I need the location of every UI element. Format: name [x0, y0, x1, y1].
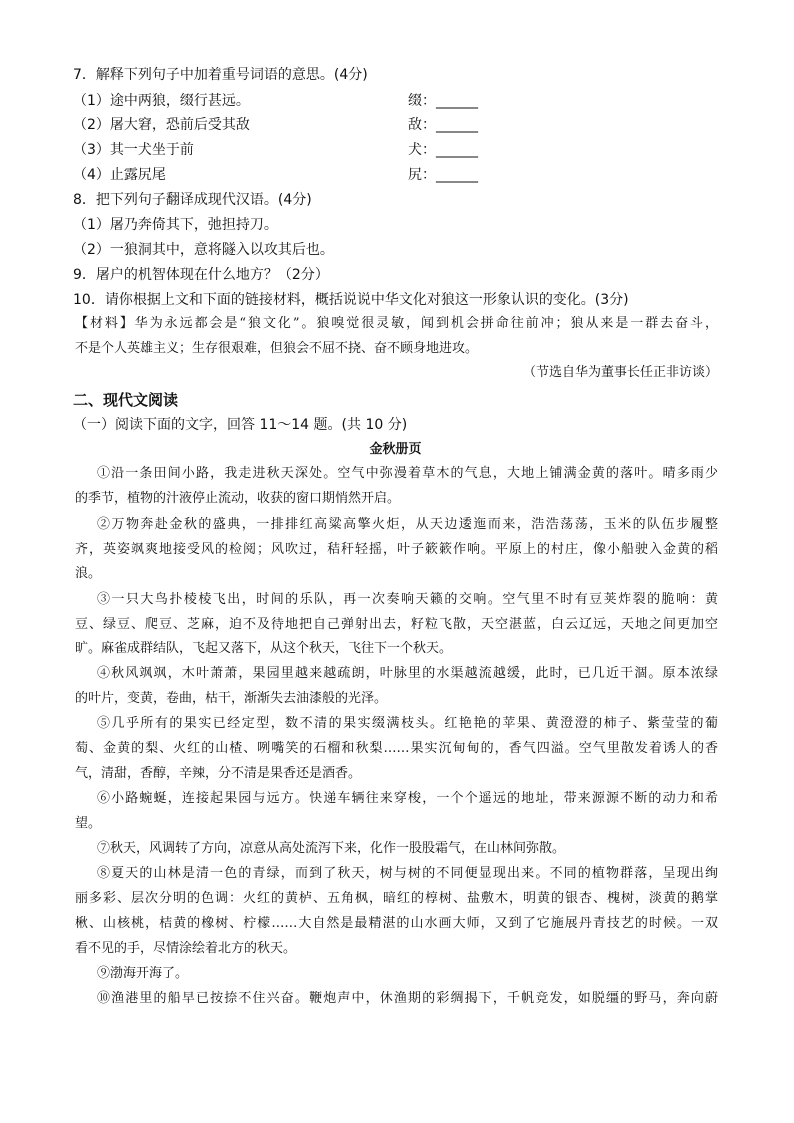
- question-7-item-3: （3）其一犬坐于前: [73, 142, 194, 158]
- question-7-blank-1[interactable]: 缀：______: [408, 93, 478, 109]
- article-line: 楸、山核桃，桔黄的橡树、柠檬……大自然是最精湛的山水画大师，又到了它施展丹青技艺的时候。一双: [75, 916, 718, 931]
- question-8-item-1: （1）屠乃奔倚其下，弛担持刀。: [73, 217, 278, 233]
- question-7-blank-4[interactable]: 尻：______: [408, 167, 478, 183]
- question-8-title: 8．把下列句子翻译成现代汉语。(4分): [73, 192, 312, 208]
- article-line: 浪。: [75, 566, 102, 581]
- article-line: ⑩渔港里的船早已按捺不住兴奋。鞭炮声中，休渔期的彩绸揭下，千帆竞发，如脱缰的野马，奔向蔚: [97, 991, 718, 1006]
- material-text-line-2: 不是个人英雄主义；生存很艰难，但狼会不屈不挠、奋不顾身地进攻。: [75, 341, 479, 356]
- question-7-item-2: （2）屠大窘，恐前后受其敌: [73, 117, 250, 133]
- article-line: 的季节，植物的汁液停止流动，收获的窗口期悄然开启。: [75, 491, 401, 506]
- question-7-blank-3[interactable]: 犬：______: [408, 142, 478, 158]
- question-7-title: 7．解释下列句子中加着重号词语的意思。(4分): [73, 67, 368, 83]
- article-line: ⑧夏天的山林是清一色的青绿，而到了秋天，树与树的不同便显现出来。不同的植物群落，呈现出绚: [97, 866, 718, 881]
- material-text-line-1: 【材料】华为永远都会是“狼文化”。狼嗅觉很灵敏，闻到机会拼命往前冲；狼从来是一群去奋斗，: [75, 316, 718, 331]
- article-title: 金秋册页: [369, 442, 422, 457]
- section-heading: 二、现代文阅读: [73, 391, 179, 409]
- question-7-item-4: （4）止露尻尾: [73, 167, 166, 183]
- material-source: （节选自华为董事长任正非访谈）: [522, 365, 718, 380]
- article-line: 萄、金黄的梨、火红的山楂、咧嘴笑的石榴和秋梨……果实沉甸甸的，香气四溢。空气里散发着诱人的香: [75, 741, 718, 756]
- article-line: ⑤几乎所有的果实已经定型，数不清的果实缀满枝头。红艳艳的苹果、黄澄澄的柿子、紫莹莹的葡: [97, 716, 718, 731]
- article-line: ⑨渤海开海了。: [97, 966, 189, 981]
- article-line: 看不见的手，尽情涂绘着北方的秋天。: [75, 941, 297, 956]
- article-line: 丽多彩、层次分明的色调：火红的黄栌、五角枫，暗红的椁树、盐敷木，明黄的银杏、槐树，淡黄的鹅掌: [75, 891, 718, 906]
- question-9-title: 9．屠户的机智体现在什么地方？（2分）: [73, 267, 329, 283]
- article-line: ①沿一条田间小路，我走进秋天深处。空气中弥漫着草木的气息，大地上铺满金黄的落叶。晴多雨少: [97, 466, 718, 481]
- question-7-blank-2[interactable]: 敌：______: [408, 117, 478, 133]
- question-10-title: 10．请你根据上文和下面的链接材料，概括说说中华文化对狼这一形象认识的变化。(3分): [73, 292, 629, 308]
- article-line: 的叶片，变黄，卷曲，枯干，渐渐失去油漆般的光泽。: [75, 691, 388, 706]
- article-line: ⑥小路蜿蜒，连接起果园与远方。快递车辆往来穿梭，一个个遥远的地址，带来源源不断的动力和希: [97, 791, 718, 806]
- section-subheading: （一）阅读下面的文字，回答 11～14 题。(共 10 分): [73, 417, 408, 433]
- article-line: ④秋风飒飒，木叶萧萧，果园里越来越疏朗，叶脉里的水渠越流越缓，此时，已几近干涸。原本浓绿: [97, 666, 718, 681]
- article-line: 旷。麻雀成群结队，飞起又落下，从这个秋天，飞往下一个秋天。: [75, 641, 453, 656]
- article-line: 齐，英姿飒爽地接受风的检阅；风吹过，秸秆轻摇，叶子簌簌作响。平原上的村庄，像小船驶入金黄的稻: [75, 542, 718, 557]
- question-8-item-2: （2）一狼洞其中，意将隧入以攻其后也。: [73, 242, 334, 258]
- question-7-item-1: （1）途中两狼，缀行甚远。: [73, 93, 250, 109]
- article-line: 气，清甜，香醇，辛辣，分不清是果香还是酒香。: [75, 766, 362, 781]
- article-line: ②万物奔赴金秋的盛典，一排排红高粱高擎火炬，从天边逶迤而来，浩浩荡荡，玉米的队伍步履整: [97, 517, 718, 532]
- article-line: 豆、绿豆、爬豆、芝麻，迫不及待地把自己弹射出去，籽粒飞散，天空湛蓝，白云辽远，天地之间更加空: [75, 617, 718, 632]
- article-line: 望。: [75, 816, 102, 831]
- article-line: ③一只大鸟扑棱棱飞出，时间的乐队，再一次奏响天籁的交响。空气里不时有豆荚炸裂的脆响：黄: [97, 592, 718, 607]
- article-line: ⑦秋天，风调转了方向，凉意从高处流泻下来，化作一股股霜气，在山林间弥散。: [97, 841, 566, 856]
